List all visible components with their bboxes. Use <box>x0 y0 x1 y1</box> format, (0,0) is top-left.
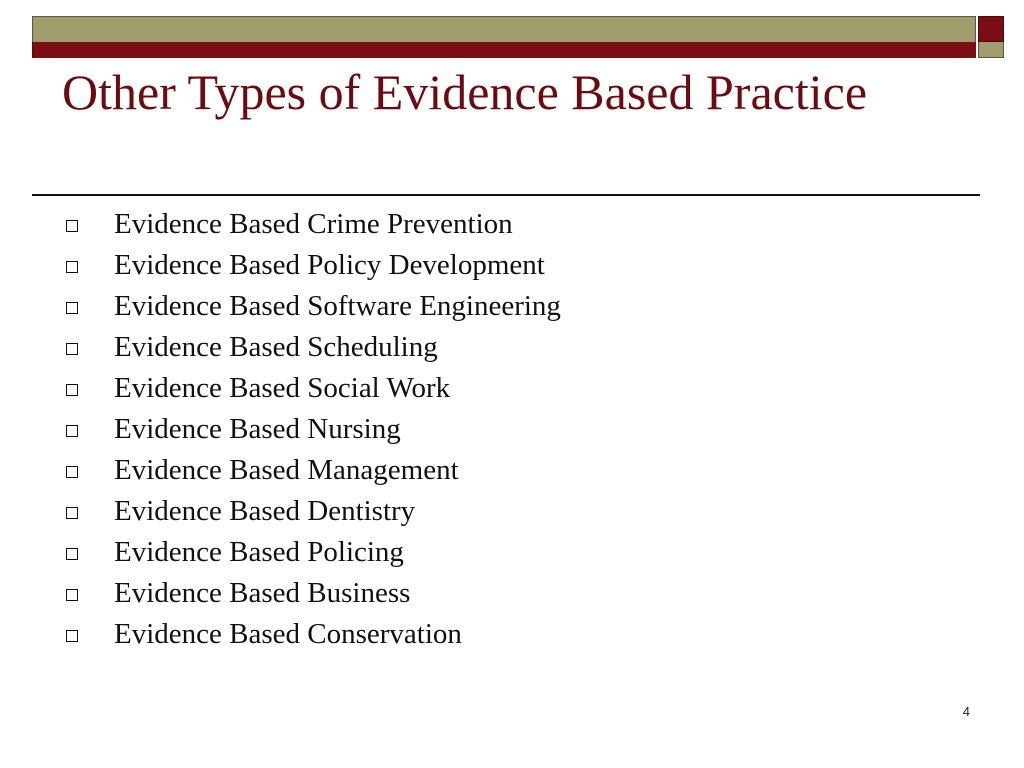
square-bullet-icon <box>66 261 78 273</box>
list-item-text: Evidence Based Crime Prevention <box>114 208 513 240</box>
square-bullet-icon <box>66 466 78 478</box>
header-band-olive <box>32 16 976 42</box>
corner-square-maroon <box>978 16 1004 42</box>
page-number: 4 <box>962 704 970 719</box>
list-item-text: Evidence Based Policy Development <box>114 249 545 281</box>
list-item-text: Evidence Based Conservation <box>114 618 462 650</box>
square-bullet-icon <box>66 630 78 642</box>
square-bullet-icon <box>66 507 78 519</box>
square-bullet-icon <box>66 589 78 601</box>
slide-title: Other Types of Evidence Based Practice <box>62 64 868 120</box>
list-item-text: Evidence Based Scheduling <box>114 331 438 363</box>
square-bullet-icon <box>66 425 78 437</box>
header-band-maroon <box>32 42 976 58</box>
list-item-text: Evidence Based Social Work <box>114 372 451 404</box>
list-item-text: Evidence Based Business <box>114 577 411 609</box>
list-item-text: Evidence Based Software Engineering <box>114 290 561 322</box>
list-item-text: Evidence Based Management <box>114 454 459 486</box>
square-bullet-icon <box>66 343 78 355</box>
title-divider <box>32 194 980 196</box>
square-bullet-icon <box>66 302 78 314</box>
square-bullet-icon <box>66 220 78 232</box>
list-item-text: Evidence Based Nursing <box>114 413 401 445</box>
square-bullet-icon <box>66 548 78 560</box>
corner-square-olive <box>978 42 1004 58</box>
square-bullet-icon <box>66 384 78 396</box>
list-item-text: Evidence Based Policing <box>114 536 404 568</box>
list-item-text: Evidence Based Dentistry <box>114 495 416 527</box>
